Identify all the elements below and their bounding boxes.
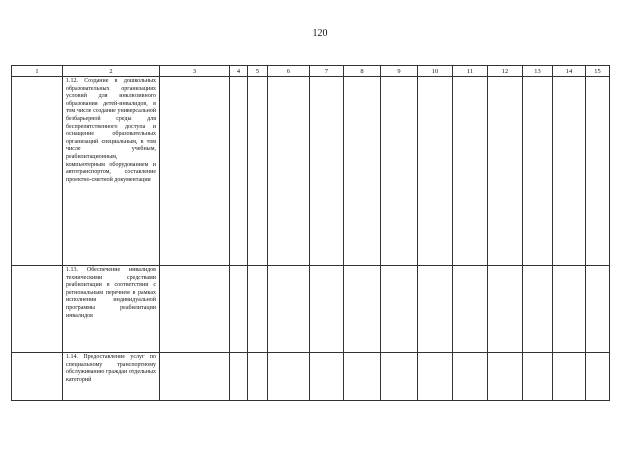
- column-header: 13: [523, 66, 553, 77]
- table-cell: [310, 353, 344, 401]
- column-header: 8: [344, 66, 381, 77]
- table-cell: [160, 353, 230, 401]
- table-cell: [310, 77, 344, 266]
- table-cell: [553, 77, 586, 266]
- table-cell: [12, 266, 63, 353]
- column-header: 5: [248, 66, 268, 77]
- column-header: 1: [12, 66, 63, 77]
- table-row: [12, 77, 610, 266]
- table-cell: [310, 266, 344, 353]
- column-header: 11: [453, 66, 488, 77]
- table-cell: [160, 266, 230, 353]
- row-description: 1.12. Создание в дошкольных образовательных организациях условий для инклюзивного образования детей-инвалидов, в том числе создание универсальной безбарьерной среды для беспрепятственного доступа и оснащение образовательных организаций специальным, в том числе учебным, реабилитационным, компьютерным оборудованием и автотранспортом, составление проектно-сметной документации: [66, 78, 156, 183]
- column-header: 4: [230, 66, 248, 77]
- table-cell: [553, 353, 586, 401]
- table-cell: [488, 353, 523, 401]
- table-cell: [12, 77, 63, 266]
- table-cell: [230, 77, 248, 266]
- column-header: 9: [381, 66, 418, 77]
- data-table: [11, 65, 610, 401]
- row-description: 1.14. Предоставление услуг по специальному транспортному обслуживанию граждан отдельных категорий: [66, 354, 156, 383]
- column-header: 6: [268, 66, 310, 77]
- table-cell: [12, 353, 63, 401]
- table-cell: [418, 77, 453, 266]
- table-cell-description: [63, 77, 160, 266]
- table-cell-description: [63, 353, 160, 401]
- column-header: 2: [63, 66, 160, 77]
- table-cell: [344, 266, 381, 353]
- table-cell: [268, 266, 310, 353]
- table-row: [12, 353, 610, 401]
- table-cell: [523, 353, 553, 401]
- table-header-row: [12, 66, 610, 77]
- table-cell: [344, 353, 381, 401]
- column-header: 3: [160, 66, 230, 77]
- table-cell: [268, 353, 310, 401]
- table-cell: [381, 77, 418, 266]
- table-cell: [586, 353, 610, 401]
- table-cell: [268, 77, 310, 266]
- table-cell: [453, 353, 488, 401]
- table-row: [12, 266, 610, 353]
- table-cell: [248, 77, 268, 266]
- table-cell: [381, 266, 418, 353]
- table-cell: [488, 77, 523, 266]
- table-cell: [230, 266, 248, 353]
- table-cell: [586, 266, 610, 353]
- table-cell: [523, 77, 553, 266]
- page-number: 120: [312, 28, 328, 39]
- table-cell: [453, 77, 488, 266]
- column-header: 7: [310, 66, 344, 77]
- table-cell: [160, 77, 230, 266]
- table-cell: [230, 353, 248, 401]
- table-cell-description: [63, 266, 160, 353]
- column-header: 10: [418, 66, 453, 77]
- row-description: 1.13. Обеспечение инвалидов техническими средствами реабилитации в соответствии с региональным перечнем в рамках исполнения индивидуальной программы реабилитации инвалидов: [66, 267, 156, 319]
- table-cell: [453, 266, 488, 353]
- column-header: 14: [553, 66, 586, 77]
- table-cell: [248, 353, 268, 401]
- column-header: 15: [586, 66, 610, 77]
- table-cell: [418, 266, 453, 353]
- table-cell: [553, 266, 586, 353]
- table-cell: [418, 353, 453, 401]
- column-header: 12: [488, 66, 523, 77]
- table-cell: [523, 266, 553, 353]
- table-cell: [381, 353, 418, 401]
- table-cell: [344, 77, 381, 266]
- table-cell: [488, 266, 523, 353]
- table-cell: [586, 77, 610, 266]
- table-cell: [248, 266, 268, 353]
